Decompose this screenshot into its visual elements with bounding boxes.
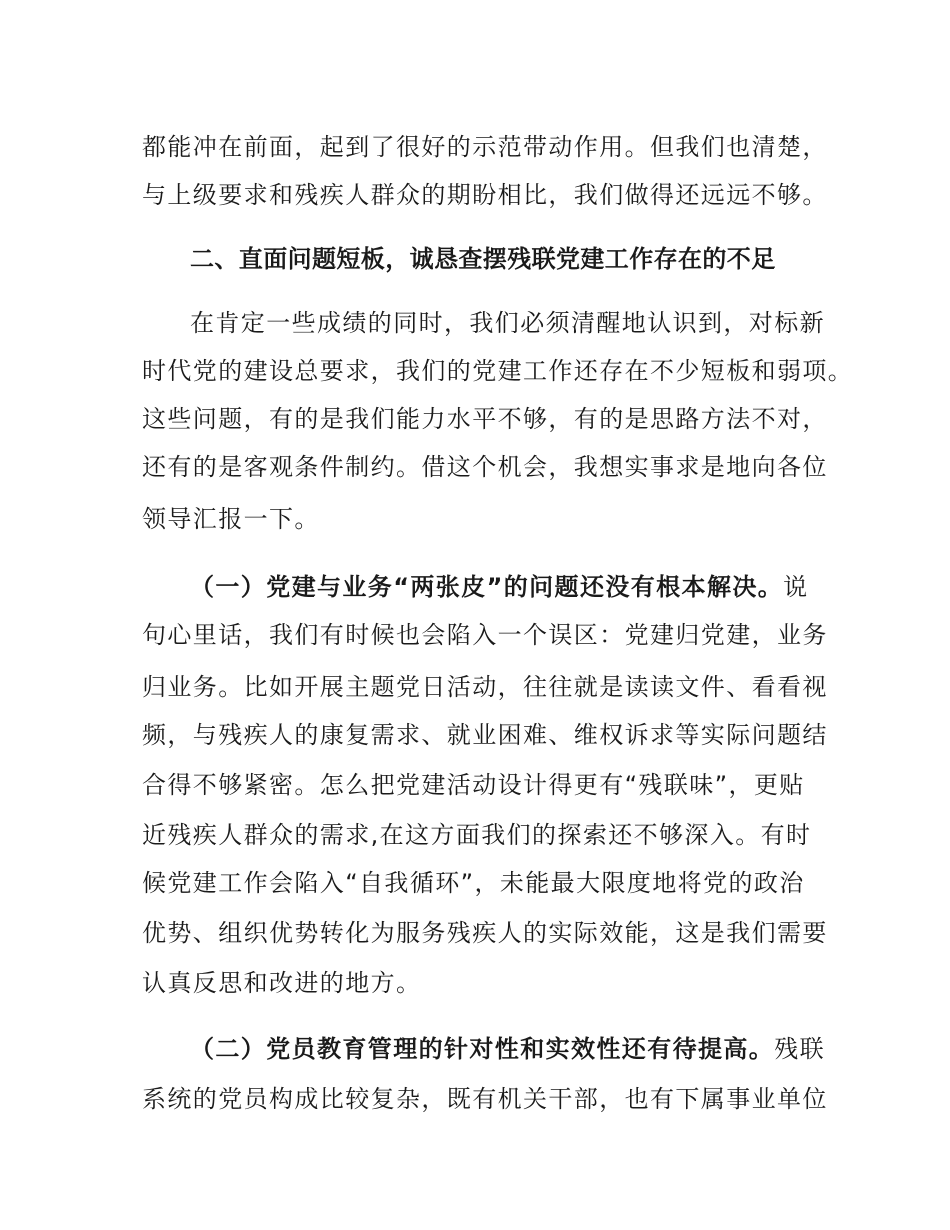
text-line: 还有的是客观条件制约。借这个机会，我想实事求是地向各位 — [142, 453, 828, 481]
text-line: 近残疾人群众的需求,在这方面我们的探索还不够深入。有时 — [142, 821, 812, 849]
point-1-first-line — [190, 572, 809, 602]
text-line: 认真反思和改进的地方。 — [142, 969, 422, 997]
text-line: 频，与残疾人的康复需求、就业困难、维权诉求等实际问题结 — [142, 721, 828, 749]
section-heading: 二、直面问题短板，诚恳查摆残联党建工作存在的不足 — [190, 245, 776, 273]
point-1-tail: 说 — [783, 573, 809, 601]
text-line: 优势、组织优势转化为服务残疾人的实际效能，这是我们需要 — [142, 919, 828, 947]
text-line: 这些问题，有的是我们能力水平不够，有的是思路方法不对， — [142, 405, 828, 433]
text-line: 领导汇报一下。 — [142, 505, 320, 533]
text-line: 与上级要求和残疾人群众的期盼相比，我们做得还远远不够。 — [142, 181, 828, 209]
text-line: 句心里话，我们有时候也会陷入一个误区：党建归党建，业务 — [142, 621, 828, 649]
point-1-title: （一）党建与业务“两张皮”的问题还没有根本解决。 — [190, 573, 784, 601]
point-2-tail: 残联 — [774, 1035, 826, 1063]
text-line: 合得不够紧密。怎么把党建活动设计得更有“残联味”，更贴 — [142, 771, 805, 799]
text-line: 系统的党员构成比较复杂，既有机关干部，也有下属事业单位 — [142, 1085, 828, 1113]
point-2-title: （二）党员教育管理的针对性和实效性还有待提高。 — [190, 1035, 775, 1063]
text-line: 都能冲在前面，起到了很好的示范带动作用。但我们也清楚， — [142, 133, 828, 161]
text-line: 候党建工作会陷入“自我循环”，未能最大限度地将党的政治 — [142, 869, 805, 897]
text-line: 在肯定一些成绩的同时，我们必须清醒地认识到，对标新 — [190, 309, 825, 337]
text-line: 归业务。比如开展主题党日活动，往往就是读读文件、看看视 — [142, 673, 828, 701]
text-line: 时代党的建设总要求，我们的党建工作还存在不少短板和弱项。 — [142, 357, 854, 385]
point-2-first-line — [190, 1034, 825, 1064]
